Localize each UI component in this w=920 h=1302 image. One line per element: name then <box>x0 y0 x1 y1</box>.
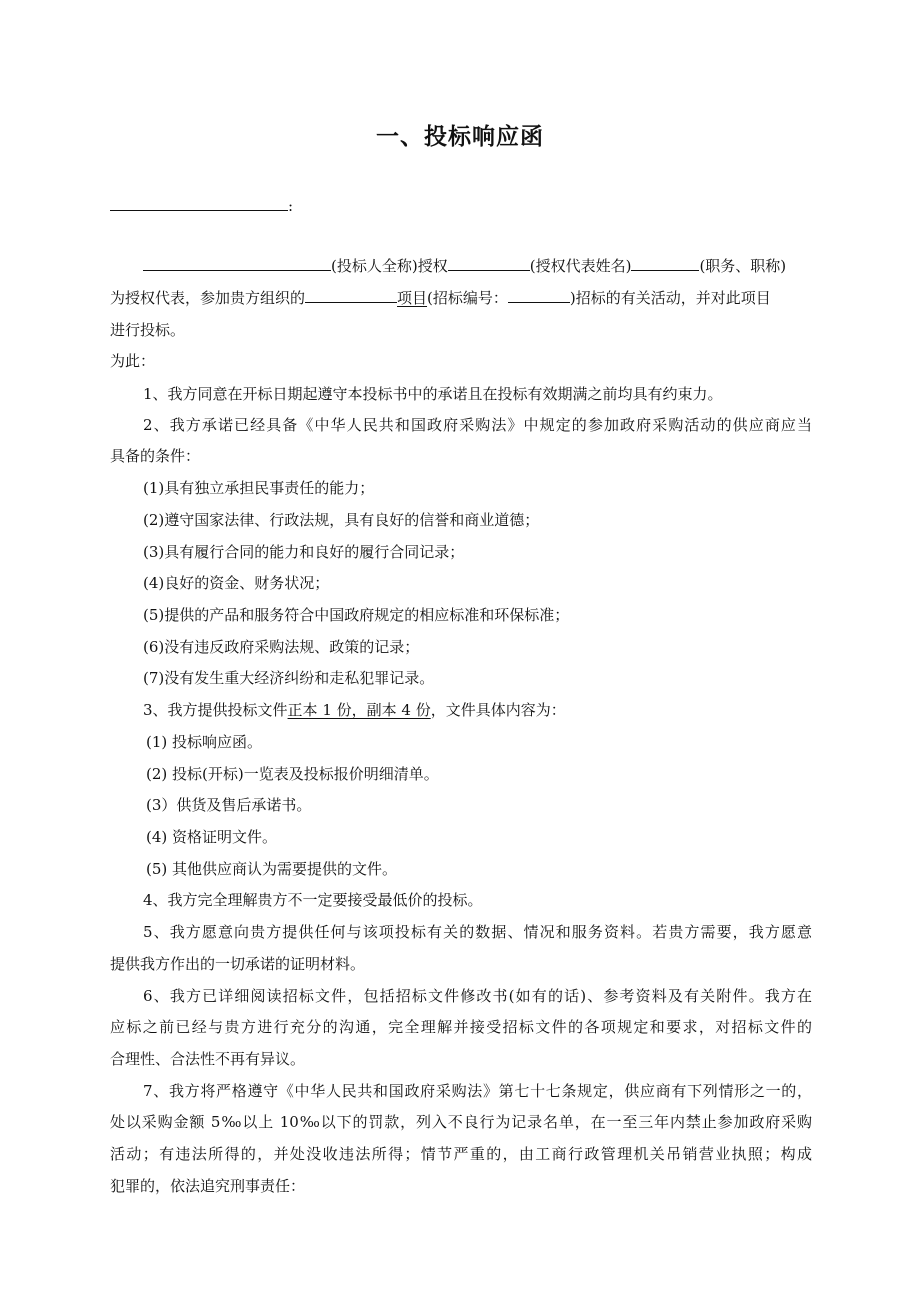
text-span: 3、我方提供投标文件 <box>143 701 288 719</box>
condition-item: (6)没有违反政府采购法规、政策的记录； <box>143 638 420 656</box>
document-list-item: (3）供货及售后承诺书。 <box>146 796 312 814</box>
paragraph-line: 进行投标。 <box>110 321 186 339</box>
condition-item: (5)提供的产品和服务符合中国政府规定的相应标准和环保标准； <box>143 606 570 624</box>
condition-item: (1)具有独立承担民事责任的能力； <box>143 479 375 497</box>
item-6-line-3: 合理性、合法性不再有异议。 <box>110 1050 306 1068</box>
bidder-name-blank <box>143 256 331 271</box>
item-7-line-3: 活动；有违法所得的，并处没收违法所得；情节严重的，由工商行政管理机关吊销营业执照；构成 <box>110 1145 812 1163</box>
position-blank <box>631 256 699 271</box>
text-span: (招标编号： <box>427 289 508 307</box>
text-span: (授权代表姓名) <box>529 257 632 275</box>
condition-item: (3)具有履行合同的能力和良好的履行合同记录； <box>143 543 465 561</box>
copies-count: 正本 1 份，副本 4 份 <box>287 701 431 719</box>
page-title: 一、投标响应函 <box>376 124 544 150</box>
condition-item: (2)遵守国家法律、行政法规，具有良好的信誉和商业道德； <box>143 511 540 529</box>
text-span: 为授权代表，参加贵方组织的 <box>110 289 306 307</box>
item-3 <box>143 700 812 720</box>
paragraph-line <box>110 288 812 308</box>
salutation-colon: : <box>288 197 294 215</box>
document-list-item: (1) 投标响应函。 <box>146 733 263 751</box>
condition-item: (4)良好的资金、财务状况； <box>143 574 330 592</box>
tender-number-blank <box>508 288 570 303</box>
project-name-blank <box>305 288 397 303</box>
item-7-line-2: 处以采购金额 5‰以上 10‰以下的罚款，列入不良行为记录名单，在一至三年内禁止参加政府采购 <box>110 1113 812 1131</box>
item-1: 1、我方同意在开标日期起遵守本投标书中的承诺且在投标有效期满之前均具有约束力。 <box>143 385 723 403</box>
item-4: 4、我方完全理解贵方不一定要接受最低价的投标。 <box>143 891 483 909</box>
text-span: )招标的有关活动，并对此项目 <box>569 289 771 307</box>
item-5-line-1: 5、我方愿意向贵方提供任何与该项投标有关的数据、情况和服务资料。若贵方需要，我方愿意 <box>143 923 812 941</box>
document-list-item: (2) 投标(开标)一览表及投标报价明细清单。 <box>146 765 439 783</box>
item-2-line-1: 2、我方承诺已经具备《中华人民共和国政府采购法》中规定的参加政府采购活动的供应商应当 <box>143 416 812 434</box>
paragraph-line: 为此： <box>110 352 156 370</box>
document-list-item: (4) 资格证明文件。 <box>146 828 278 846</box>
item-7-line-4: 犯罪的，依法追究刑事责任： <box>110 1177 306 1195</box>
document-list-item: (5) 其他供应商认为需要提供的文件。 <box>146 860 398 878</box>
project-label: 项目 <box>397 289 428 307</box>
text-span: (投标人全称)授权 <box>331 257 448 275</box>
recipient-blank <box>110 196 288 211</box>
item-2-line-2: 具备的条件： <box>110 447 201 465</box>
item-5-line-2: 提供我方作出的一切承诺的证明材料。 <box>110 955 366 973</box>
item-6-line-1: 6、我方已详细阅读招标文件，包括招标文件修改书(如有的话)、参考资料及有关附件。我方在 <box>143 987 812 1005</box>
text-span: (职务、职称) <box>699 257 787 275</box>
paragraph-line <box>143 256 812 276</box>
text-span: ，文件具体内容为： <box>430 701 566 719</box>
item-7-line-1: 7、我方将严格遵守《中华人民共和国政府采购法》第七十七条规定，供应商有下列情形之一的， <box>143 1082 812 1100</box>
salutation-line <box>110 196 812 216</box>
condition-item: (7)没有发生重大经济纠纷和走私犯罪记录。 <box>143 669 435 687</box>
representative-name-blank <box>448 256 530 271</box>
item-6-line-2: 应标之前已经与贵方进行充分的沟通，完全理解并接受招标文件的各项规定和要求，对招标文件的 <box>110 1018 812 1036</box>
